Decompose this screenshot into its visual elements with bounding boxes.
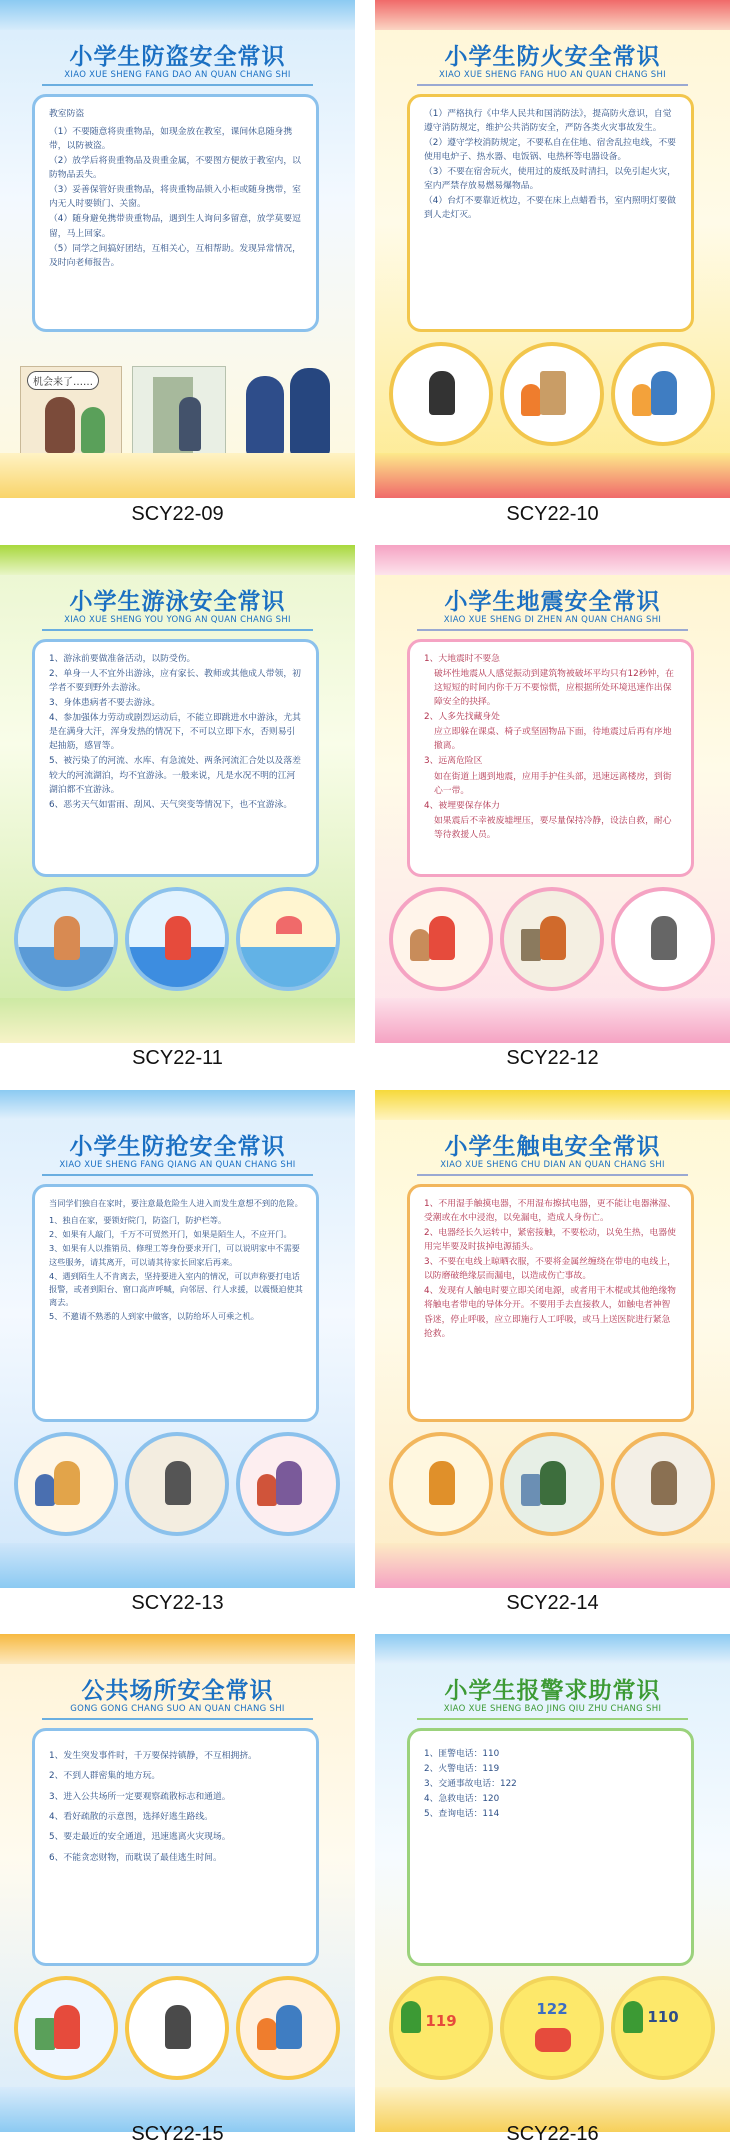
person-figure (54, 916, 80, 960)
top-band (375, 1634, 730, 1664)
person-figure (651, 371, 677, 415)
illustration-strip (389, 887, 716, 991)
thief-illustration (20, 366, 122, 460)
top-band (375, 545, 730, 575)
poster-pinyin: XIAO XUE SHENG FANG HUO AN QUAN CHANG SHI (439, 70, 666, 80)
person-figure (540, 1461, 566, 1505)
water (240, 947, 336, 987)
badge-number: 110 (647, 2008, 679, 2026)
list-item: 2、如果有人敲门，千万不可贸然开门，如果是陌生人，不应开门。 (49, 1229, 292, 1240)
poster-title: 小学生游泳安全常识 (69, 589, 286, 615)
title-underline (417, 629, 688, 631)
list-item: 1、不用湿手触摸电器，不用湿布擦拭电器，更不能让电器淋湿、受潮或在水中浸泡，以免漏电，造成人身伤亡。 (424, 1199, 676, 1224)
fire-illustration (500, 342, 604, 446)
electric-illustration (500, 1432, 604, 1536)
product-code: SCY22-13 (131, 1592, 224, 1614)
poster-title: 小学生防抢安全常识 (69, 1134, 286, 1160)
phone-item: 1、匪警电话：110 (424, 1749, 500, 1759)
person-figure (651, 916, 677, 960)
illustration-strip (389, 1432, 716, 1536)
bottom-band (0, 1543, 355, 1588)
poster-pinyin: XIAO XUE SHENG FANG DAO AN QUAN CHANG SHI (64, 70, 291, 80)
public-place-illustration (236, 1976, 340, 2080)
poster-pinyin: XIAO XUE SHENG DI ZHEN AN QUAN CHANG SHI (443, 615, 662, 625)
person-figure (165, 2005, 191, 2049)
poster-title: 小学生地震安全常识 (444, 589, 661, 615)
poster-title: 小学生触电安全常识 (444, 1134, 661, 1160)
robbery-illustration (14, 1432, 118, 1536)
list-item: （1）严格执行《中华人民共和国消防法》，提高防火意识，自觉遵守消防规定，维护公共消防安全，严防各类火灾事故发生。 (424, 109, 672, 134)
swim-illustration (14, 887, 118, 991)
bottom-band (0, 998, 355, 1043)
person-figure (54, 1461, 80, 1505)
house-shape (540, 371, 566, 415)
title-underline (417, 1174, 688, 1176)
illustration-strip (14, 1432, 341, 1536)
phone-icon (623, 2001, 643, 2033)
earthquake-illustration (389, 887, 493, 991)
person-figure (165, 1461, 191, 1505)
list-item: （4）随身避免携带贵重物品，遇到生人询问多留意，放学莫要逗留，马上回家。 (49, 214, 301, 239)
police-figure (246, 376, 284, 456)
product-code: SCY22-09 (131, 503, 224, 525)
swim-illustration (125, 887, 229, 991)
illustration-strip (14, 887, 341, 991)
door-shape (35, 2018, 55, 2050)
rubble-shape (410, 929, 430, 961)
text-panel (407, 94, 694, 332)
poster-public-place-safety (0, 1634, 355, 2132)
door-illustration (132, 366, 226, 460)
building-shape (521, 929, 541, 961)
list-item: 3、远离危险区 (424, 756, 483, 767)
title-underline (417, 84, 688, 86)
product-code: SCY22-16 (506, 2123, 599, 2145)
top-band (375, 1090, 730, 1120)
list-item: 2、电器经长久运转中，紧密接触，不要松动，以免生热，电器使用完毕要及时拔掉电源插头。 (424, 1228, 676, 1253)
list-item: （4）台灯不要靠近枕边，不要在床上点蜡看书，室内照明灯要做到人走灯灭。 (424, 196, 676, 221)
fire-shape (257, 2018, 277, 2050)
earthquake-illustration (500, 887, 604, 991)
poster-title: 小学生防盗安全常识 (69, 44, 286, 70)
electric-illustration (389, 1432, 493, 1536)
person-figure (276, 1461, 302, 1505)
list-item: 3、进入公共场所一定要观察疏散标志和通道。 (49, 1791, 231, 1802)
robbery-illustration (236, 1432, 340, 1536)
section-heading: 教室防盗 (49, 109, 85, 119)
poster-anti-theft (0, 0, 355, 498)
list-item: （5）同学之间搞好团结，互相关心，互相帮助。发现异常情况，及时向老师报告。 (49, 243, 301, 268)
public-place-illustration (14, 1976, 118, 2080)
list-item: 3、如果有人以推销员、修理工等身份要求开门，可以说明家中不需要这些服务，请其离开，可以请其待家长回家后再来。 (49, 1243, 300, 1267)
top-band (0, 1634, 355, 1664)
person-figure (165, 916, 191, 960)
phone-badge-police (611, 1976, 715, 2080)
title-underline (42, 1718, 313, 1720)
person-figure (54, 2005, 80, 2049)
person-figure (81, 407, 105, 453)
list-item: 4、看好疏散的示意图，选择好逃生路线。 (49, 1812, 213, 1823)
poster-anti-robbery (0, 1090, 355, 1588)
list-item: 5、要走最近的安全通道，迅速逃离火灾现场。 (49, 1832, 231, 1843)
list-item: （3）妥善保管好贵重物品，将贵重物品锁入小柜或随身携带，室内无人时要锁门、关窗。 (49, 185, 301, 210)
list-item: 如在街道上遇到地震，应用手护住头部，迅速远离楼房，到街心一带。 (434, 771, 672, 796)
list-item: 2、人多先找藏身处 (424, 712, 500, 723)
illustration-strip (20, 358, 340, 463)
swim-illustration (236, 887, 340, 991)
title-underline (42, 84, 313, 86)
bottom-band (375, 1543, 730, 1588)
list-item: 5、被污染了的河流、水库、有急流处、两条河流汇合处以及落差较大的河流湖泊，均不宜游泳。一般来说，凡是水况不明的江河湖泊都不宜游泳。 (49, 756, 301, 795)
phone-badge-traffic (500, 1976, 604, 2080)
text-panel (32, 639, 319, 877)
product-code: SCY22-11 (132, 1047, 223, 1069)
police-illustration (238, 358, 340, 458)
text-panel (32, 1184, 319, 1422)
person-figure (179, 397, 201, 451)
list-item: 3、身体患病者不要去游泳。 (49, 698, 161, 709)
poster-pinyin: XIAO XUE SHENG YOU YONG AN QUAN CHANG SHI (64, 615, 291, 625)
public-place-illustration (125, 1976, 229, 2080)
person-figure (540, 916, 566, 960)
car-icon (535, 2028, 571, 2052)
fire-shape (632, 384, 652, 416)
product-code: SCY22-14 (506, 1592, 599, 1614)
earthquake-illustration (611, 887, 715, 991)
phone-item: 2、火警电话：119 (424, 1764, 500, 1775)
illustration-strip (389, 1976, 716, 2080)
list-item: 6、恶劣天气如雷雨、刮风、天气突变等情况下，也不宜游泳。 (49, 799, 293, 810)
phone-item: 3、交通事故电话：122 (424, 1779, 517, 1790)
list-item: （1）不要随意将贵重物品，如现金放在教室，课间休息随身携带，以防被盗。 (49, 127, 293, 152)
robbery-illustration (125, 1432, 229, 1536)
electric-illustration (611, 1432, 715, 1536)
poster-pinyin: XIAO XUE SHENG CHU DIAN AN QUAN CHANG SHI (440, 1160, 665, 1170)
person-figure (276, 2005, 302, 2049)
badge-number: 119 (425, 2012, 457, 2030)
list-item: 4、发现有人触电时要立即关闭电源，或者用干木棍或其他绝缘物将触电者带电的导体分开。不要用手去直接救人，如触电者神智昏迷，停止呼吸，应立即施行人工呼吸，或马上送医院进行紧急抢救。 (424, 1286, 676, 1339)
list-item: 2、单身一人不宜外出游泳，应有家长、教师或其他成人带领，初学者不要到野外去游泳。 (49, 669, 301, 694)
title-underline (42, 629, 313, 631)
poster-title: 小学生报警求助常识 (444, 1678, 661, 1704)
top-band (0, 1090, 355, 1120)
badge-number: 122 (536, 2000, 568, 2018)
fire-illustration (611, 342, 715, 446)
poster-title: 公共场所安全常识 (81, 1678, 274, 1704)
list-item: 1、独自在家，要锁好院门，防盗门，防护栏等。 (49, 1215, 227, 1226)
bottom-band (0, 453, 355, 498)
list-item: （3）不要在宿舍玩火，使用过的废纸及时清扫，以免引起火灾，室内严禁存放易燃易爆物品。 (424, 167, 676, 192)
text-panel (32, 94, 319, 332)
poster-pinyin: XIAO XUE SHENG FANG QIANG AN QUAN CHANG SHI (59, 1160, 296, 1170)
product-code: SCY22-10 (506, 503, 599, 525)
speech-bubble: 机会来了…… (27, 371, 99, 390)
phone-item: 4、急救电话：120 (424, 1794, 500, 1805)
list-item: 4、参加强体力劳动或剧烈运动后，不能立即跳进水中游泳，尤其是在满身大汗，浑身发热的情况下，不可以立即下水，否则易引起抽筋，感冒等。 (49, 713, 301, 752)
phone-badge-fire (389, 1976, 493, 2080)
list-item: 3、不要在电线上晾晒衣服，不要将金属丝缠绕在带电的电线上，以防磨破绝缘层而漏电，以造成伤亡事故。 (424, 1257, 676, 1282)
title-underline (42, 1174, 313, 1176)
poster-electric-safety (375, 1090, 730, 1588)
list-item: 5、不邀请不熟悉的人到家中做客，以防给坏人可乘之机。 (49, 1311, 259, 1321)
text-panel (407, 1184, 694, 1422)
person-figure (257, 1474, 277, 1506)
text-panel (407, 639, 694, 877)
top-band (0, 0, 355, 30)
list-item: 4、遇到陌生人不肯离去，坚持要进入室内的情况，可以声称要打电话报警，或者到阳台、窗口高声呼喊，向邻居、行人求援，以震慑迫使其离去。 (49, 1270, 303, 1307)
person-figure (429, 916, 455, 960)
illustration-strip (389, 342, 716, 446)
top-band (375, 0, 730, 30)
list-item: （2）遵守学校消防规定，不要私自在住地、宿舍乱拉电线，不要使用电炉子、热水器、电饭锅、电热杯等电器设备。 (424, 138, 676, 163)
bottom-band (375, 453, 730, 498)
product-code: SCY22-12 (506, 1047, 599, 1069)
poster-earthquake-safety (375, 545, 730, 1043)
appliance-shape (521, 1474, 541, 1506)
text-panel (32, 1728, 319, 1966)
list-item: 应立即躲在课桌、椅子或坚固物品下面，待地震过后再有序地撤离。 (434, 727, 672, 752)
list-item: 1、大地震时不要急 (424, 654, 500, 664)
text-panel (407, 1728, 694, 1966)
fire-shape (521, 384, 541, 416)
list-item: 2、不到人群密集的地方玩。 (49, 1771, 161, 1782)
bottom-band (375, 998, 730, 1043)
person-figure (429, 1461, 455, 1505)
list-item: 1、游泳前要做准备活动，以防受伤。 (49, 654, 196, 664)
intro-text: 当同学们独自在家时，要注意最危险生人进入而发生意想不到的危险。 (49, 1198, 303, 1208)
top-band (0, 545, 355, 575)
title-underline (417, 1718, 688, 1720)
phone-item: 5、查询电话：114 (424, 1809, 500, 1820)
poster-emergency-call (375, 1634, 730, 2132)
poster-title: 小学生防火安全常识 (444, 44, 661, 70)
poster-fire-safety (375, 0, 730, 498)
phone-icon (401, 2001, 421, 2033)
illustration-strip (14, 1976, 341, 2080)
list-item: 破坏性地震从人感觉振动到建筑物被破坏平均只有12秒钟，在这短短的时间内你千万不要惊慌，应根据所处环境迅速作出保障安全的抉择。 (434, 669, 674, 708)
list-item: 如果震后不幸被废墟埋压，要尽量保持冷静，设法自救，耐心等待救援人员。 (434, 815, 672, 840)
person-figure (45, 397, 75, 453)
poster-pinyin: GONG GONG CHANG SUO AN QUAN CHANG SHI (70, 1704, 285, 1714)
umbrella-shape (276, 916, 302, 934)
poster-pinyin: XIAO XUE SHENG BAO JING QIU ZHU CHANG SHI (443, 1704, 662, 1714)
list-item: （2）放学后将贵重物品及贵重金属，不要图方便放于教室内，以防物品丢失。 (49, 156, 301, 181)
list-item: 4、被埋要保存体力 (424, 800, 500, 811)
person-figure (429, 371, 455, 415)
poster-swimming-safety (0, 545, 355, 1043)
person-figure (35, 1474, 55, 1506)
fire-illustration (389, 342, 493, 446)
person-figure (651, 1461, 677, 1505)
list-item: 1、发生突发事件时，千万要保持镇静，不互相拥挤。 (49, 1751, 257, 1761)
list-item: 6、不能贪恋财物，而耽误了最佳逃生时间。 (49, 1852, 222, 1863)
product-code: SCY22-15 (131, 2123, 224, 2145)
police-figure (290, 368, 330, 456)
